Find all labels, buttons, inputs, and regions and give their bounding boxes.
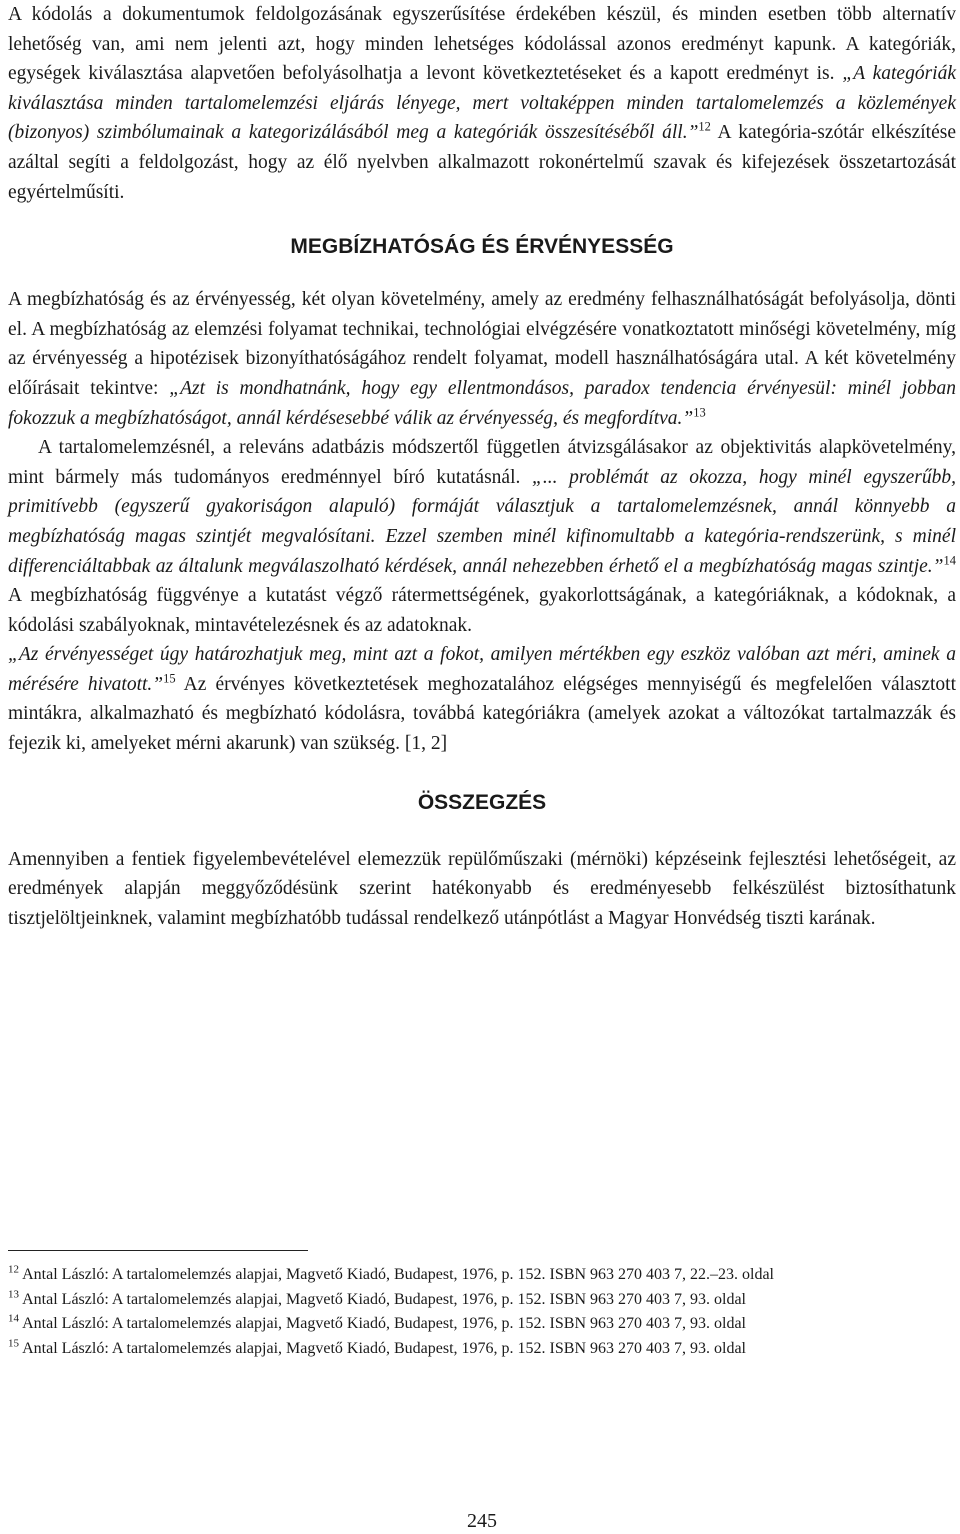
summary-paragraph: Amennyiben a fentiek figyelembevételével elemezzük repülőműszaki (mérnöki) képzéseink fejlesztési lehetőségeit, az eredmények alapján meggyőződésünk szerint hatékonyabb és eredményesebb felkészülést biztosíthatunk tisztjelöltjeinknek, valamint megbízhatóbb tudással rendelkező utánpótlást a Magyar Honvédség tiszti karának.: [8, 848, 956, 929]
intro-quote: „A kategóriák kiválasztása minden tartalomelemzési eljárás lényege, mert voltaképpen minden tartalomelemzés a közlemények (bizonyos) szimbólumainak a kategorizálásából meg a kategóriák összesítéséből áll.”: [8, 63, 956, 144]
validity-quote: „Az érvényességet úgy határozhatjuk meg, mint azt a fokot, amilyen mértékben egy eszköz valóban azt méri, aminek a mérésére hivatott.”: [8, 644, 956, 695]
footnote-14: [8, 1313, 956, 1336]
footnote-number: 12: [8, 1263, 19, 1276]
reliability-paragraph-2: [8, 433, 956, 640]
footnote-number: 15: [8, 1337, 19, 1350]
section-heading-summary: ÖSSZEGZÉS: [417, 790, 547, 814]
page-number: 245: [467, 1510, 497, 1532]
document-page: [8, 0, 957, 1532]
footnote-13: [8, 1289, 956, 1312]
footnote-12: [8, 1264, 956, 1287]
footnote-ref-15[interactable]: 15: [163, 671, 176, 686]
validity-text: Az érvényes következtetések meghozatalához elégséges mennyiségű és megfelelően választott mintákra, alkalmazható és megbízható kódolásra, továbbá kategóriákra (amelyek azokat a változókat tartalmazzák és fejezik ki, amelyeket mérni akarunk) van szükség. [1, 2]: [8, 673, 956, 755]
reliability-quote-1: „Azt is mondhatnánk, hogy egy ellentmondásos, paradox tendencia érvényesül: minél jobban fokozzuk a megbízhatóságot, annál kérdésesebbé válik az érvényesség, és megfordítva.”: [8, 377, 956, 429]
footnote-ref-13[interactable]: 13: [693, 405, 706, 420]
footnotes: [8, 1264, 956, 1362]
footnote-number: 14: [8, 1312, 19, 1325]
validity-paragraph: [8, 640, 956, 758]
reliability-paragraph-1: [8, 285, 956, 433]
footnote-text: Antal László: A tartalomelemzés alapjai, Magvető Kiadó, Budapest, 1976, p. 152. ISBN 963 270 403 7, 93. oldal: [19, 1315, 746, 1332]
footnote-text: Antal László: A tartalomelemzés alapjai, Magvető Kiadó, Budapest, 1976, p. 152. ISBN 963 270 403 7, 93. oldal: [19, 1339, 746, 1357]
reliability-text-1: A megbízhatóság és az érvényesség, két olyan követelmény, amely az eredmény felhasználhatóságát befolyásolja, dönti el. A megbízhatóság az elemzési folyamat technikai, technológiai elvégzésére vonatkoztatott minőségi követelmény, míg az érvényesség a hipotézisek bizonyíthatóságához rendelt folyamat, modell használhatóságára utal. A két követelmény előírásait tekintve:: [8, 289, 956, 399]
footnote-text: Antal László: A tartalomelemzés alapjai, Magvető Kiadó, Budapest, 1976, p. 152. ISBN 963 270 403 7, 93. oldal: [19, 1290, 746, 1308]
footnote-ref-14[interactable]: 14: [943, 553, 956, 567]
reliability-quote-2: „... problémát az okozza, hogy minél egyszerűbb, primitívebb (egyszerű gyakoriságon alapuló) formáját választjuk a tartalomelemzésnek, annál könnyebb a megbízhatóság magas szintjét megvalósítani. Ezzel szemben minél kifinomultabb a kategória-rendszerünk, s minél differenciáltabbak az általunk megválaszolható kérdések, annál nehezebben érhető el a megbízhatóság magas szintje.”: [8, 466, 956, 577]
reliability-text-3: A megbízhatóság függvénye a kutatást végző rátermettségének, gyakorlottságának, a kategóriáknak, a kódoknak, a kódolási szabályoknak, mintavételezésnek és az adatoknak.: [8, 585, 956, 636]
intro-paragraph: [8, 0, 956, 207]
footnote-text: Antal László: A tartalomelemzés alapjai, Magvető Kiadó, Budapest, 1976, p. 152. ISBN 963 270 403 7, 22.–23. oldal: [19, 1266, 774, 1283]
footnote-15: [8, 1338, 956, 1361]
reliability-text-2: A tartalomelemzésnél, a releváns adatbázis módszertől független átvizsgálásakor az objektivitás alapkövetelmény, mint bármely más tudományos eredménnyel bíró kutatásnál.: [8, 437, 956, 488]
intro-text-1: A kódolás a dokumentumok feldolgozásának egyszerűsítése érdekében készül, és minden esetben több alternatív lehetőség van, ami nem jelenti azt, hogy minden lehetséges kódolással azonos eredményt kapunk. A kategóriák, egységek kiválasztása alapvetően befolyásolhatja a levont következtetéseket és a kapott eredményt is.: [8, 4, 956, 85]
section-heading-reliability: MEGBÍZHATÓSÁG ÉS ÉRVÉNYESSÉG: [290, 235, 674, 259]
footnote-number: 13: [8, 1288, 19, 1301]
footnote-ref-12[interactable]: 12: [698, 119, 711, 134]
footnote-divider: [8, 1250, 308, 1251]
intro-text-2: A kategória-szótár elkészítése azáltal segíti a feldolgozást, hogy az élő nyelvben alkalmazott rokonértelmű szavak és kifejezések összetartozását egyértelműsíti.: [8, 122, 957, 203]
